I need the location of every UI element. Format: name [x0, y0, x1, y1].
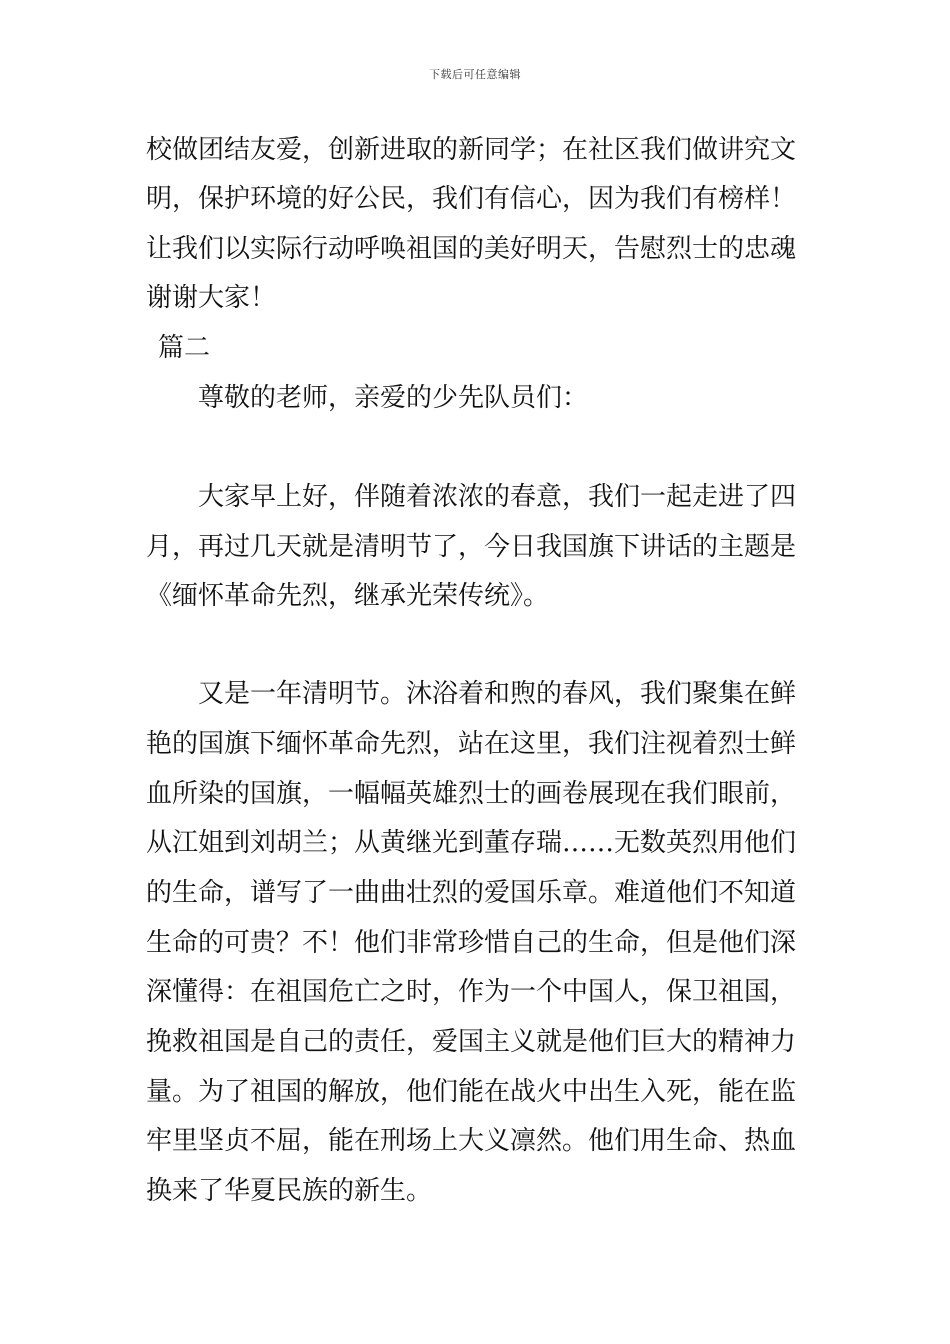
page-header-note: 下载后可任意编辑	[429, 68, 521, 81]
salutation: 尊敬的老师，亲爱的少先队员们：	[198, 383, 589, 413]
text-line: 深懂得：在祖国危亡之时，作为一个中国人，保卫祖国，	[146, 977, 797, 1007]
text-line: 挽救祖国是自己的责任，爱国主义就是他们巨大的精神力	[146, 1027, 797, 1057]
section-heading: 篇二	[158, 333, 211, 363]
text-line: 生命的可贵？不！他们非常珍惜自己的生命，但是他们深	[146, 928, 797, 958]
text-line: 量。为了祖国的解放，他们能在战火中出生入死，能在监	[146, 1077, 797, 1107]
text-line: 《缅怀革命先烈，继承光荣传统》。	[146, 581, 550, 611]
text-line: 的生命，谱写了一曲曲壮烈的爱国乐章。难道他们不知道	[146, 878, 797, 908]
text-line: 明，保护环境的好公民，我们有信心，因为我们有榜样！	[146, 184, 797, 214]
text-line: 校做团结友爱，创新进取的新同学；在社区我们做讲究文	[146, 135, 797, 165]
text-line: 又是一年清明节。沐浴着和煦的春风，我们聚集在鲜	[198, 679, 797, 709]
text-line: 谢谢大家！	[146, 283, 277, 313]
text-line: 牢里坚贞不屈，能在刑场上大义凛然。他们用生命、热血	[146, 1126, 797, 1156]
text-line: 让我们以实际行动呼唤祖国的美好明天，告慰烈士的忠魂	[146, 234, 797, 264]
text-line: 月，再过几天就是清明节了，今日我国旗下讲话的主题是	[146, 532, 797, 562]
text-line: 艳的国旗下缅怀革命先烈，站在这里，我们注视着烈士鲜	[146, 729, 797, 759]
text-line: 大家早上好，伴随着浓浓的春意，我们一起走进了四	[198, 482, 797, 512]
text-line: 换来了华夏民族的新生。	[146, 1176, 433, 1206]
text-line: 从江姐到刘胡兰；从黄继光到董存瑞……无数英烈用他们	[146, 828, 797, 858]
text-line: 血所染的国旗，一幅幅英雄烈士的画卷展现在我们眼前，	[146, 779, 797, 809]
